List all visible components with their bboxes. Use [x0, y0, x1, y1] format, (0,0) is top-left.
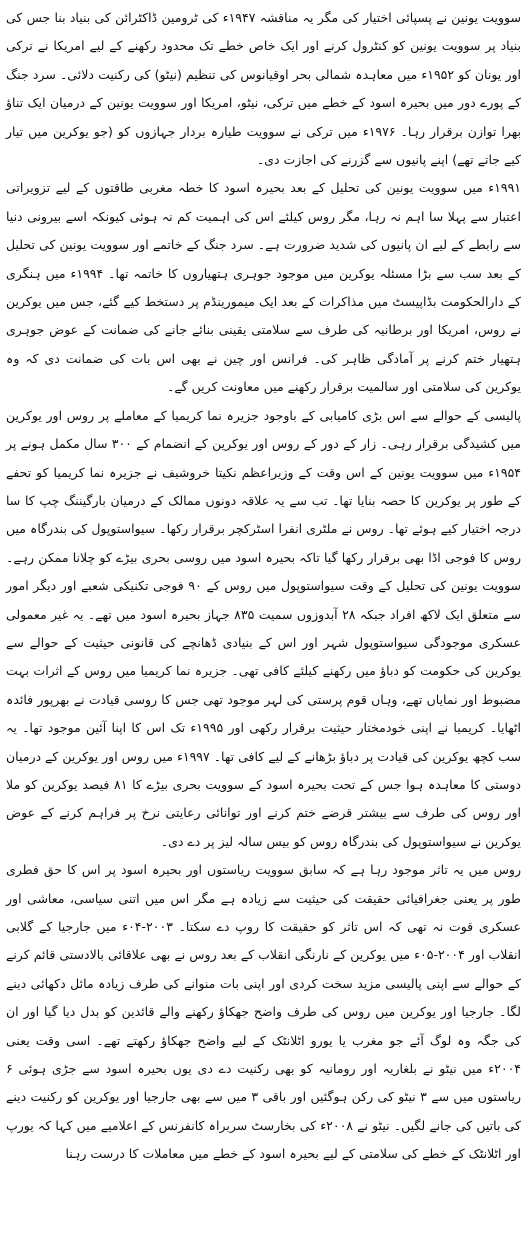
paragraph-russia-influence: روس میں یہ تاثر موجود رہا ہے کہ سابق سوویت ریاستوں اور بحیرہ اسود پر اس کا حق فطری طور پر یعنی جغرافیائی حقیقت کی حیثیت سے زیادہ ہے مگر اس میں اتنی سیاسی، معاشی اور عسکری قوت نہ تھی کہ اس تاثر کو حقیقت کا روپ دے سکتا۔ ۲۰۰۳-۰۴ء میں جارجیا کے گلابی انقلاب اور ۲۰۰۴-۰۵ء میں یوکرین کے نارنگی انقلاب کے بعد روس نے بھی علاقائی بالادستی قائم کرنے کے حوالے سے اپنی پالیسی مزید سخت کردی اور اپنی بات منوانے کی طرف زیادہ مائل دکھائی دینے لگا۔ جارجیا اور یوکرین میں روس کی طرف واضح جھکاؤ رکھنے والے قائدین کو بدل دیا گیا اور ان کی جگہ وہ لوگ آئے جو مغرب یا یورو اٹلانٹک کے لیے واضح جھکاؤ رکھتے تھے۔ اسی وقت یعنی ۲۰۰۴ء میں نیٹو نے بلغاریہ اور رومانیہ کو بھی رکنیت دے دی یوں بحیرہ اسود سے جڑی ہوئی ۶ ریاستوں میں سے ۳ نیٹو کی رکن ہوگئیں اور باقی ۳ میں سے بھی جارجیا اور یوکرین کو رکنیت دینے کی باتیں کی جانے لگیں۔ نیٹو نے ۲۰۰۸ء کی بخارسٹ سربراہ کانفرنس کے اعلامیے میں کہا کہ یورپ اور اٹلانٹک کے خطے کی سلامتی کے لیے بحیرہ اسود کے خطے میں معاملات کا درست رہنا	[6, 862, 522, 1162]
paragraph-crimea-sevastopol: پالیسی کے حوالے سے اس بڑی کامیابی کے باوجود جزیرہ نما کریمیا کے معاملے پر روس اور یوکرین میں کشیدگی برقرار رہی۔ زار کے دور کے روس اور یوکرین کے انضمام کے ۳۰۰ سال مکمل ہونے پر ۱۹۵۴ء میں سوویت یونین کے اس وقت کے وزیراعظم نکیتا خروشیف نے جزیرہ نما کریمیا کو تحفے کے طور پر یوکرین کا حصہ بنایا تھا۔ تب سے یہ علاقہ دونوں ممالک کے درمیان بارگیننگ چپ کا سا درجہ اختیار کیے ہوئے تھا۔ روس نے ملٹری انفرا اسٹرکچر برقرار رکھا۔ سیواستوپول کی بندرگاہ میں روس کا فوجی اڈا بھی برقرار رکھا گیا تاکہ بحیرہ اسود میں روسی بحری بیڑے کو چلانا ممکن رہے۔ سوویت یونین کی تحلیل کے وقت سیواستوپول میں روس کے ۹۰ فوجی تکنیکی شعبے اور دیگر امور سے متعلق ایک لاکھ افراد جبکہ ۲۸ آبدوزوں سمیت ۸۳۵ جہاز بحیرہ اسود میں تھے۔ یہ غیر معمولی عسکری موجودگی سیواستوپول شہر اور اس کے بنیادی ڈھانچے کی قانونی حیثیت کے حوالے سے یوکرین کی حکومت کو دباؤ میں رکھنے کیلئے کافی تھی۔ جزیرہ نما کریمیا میں روس کے اثرات بہت مضبوط اور نمایاں تھے، وہاں قوم پرستی کی لہر موجود تھی جس کا روسی قیادت نے بھرپور فائدہ اٹھایا۔ کریمیا نے اپنی خودمختار حیثیت برقرار رکھی اور ۱۹۹۵ء تک اس کا اپنا آئین موجود تھا۔ یہ سب کچھ یوکرین کی قیادت پر دباؤ بڑھانے کے لیے کافی تھا۔ ۱۹۹۷ء میں روس اور یوکرین کے درمیان دوستی کا معاہدہ ہوا جس کے تحت بحیرہ اسود کے سوویت بحری بیڑے کا ۸۱ فیصد یوکرین کو ملا اور روس کی طرف سے بیشتر قرضے ختم کرنے اور توانائی رعایتی نرخ پر فراہم کرنے کے عوض یوکرین نے سیواستوپول کی بندرگاہ روس کو بیس سالہ لیز پر دے دی۔	[6, 407, 522, 849]
paragraph-post-soviet-ukraine: ۱۹۹۱ء میں سوویت یونین کی تحلیل کے بعد بحیرہ اسود کا خطہ مغربی طاقتوں کے لیے تزویراتی اعتبار سے پہلا سا اہم نہ رہا، مگر روس کیلئے اس کی اہمیت کم نہ ہوئی کیونکہ اسے بیرونی دنیا سے رابطے کے لیے ان پانیوں کی شدید ضرورت ہے۔ سرد جنگ کے خاتمے اور سوویت یونین کی تحلیل کے بعد سب سے بڑا مسئلہ یوکرین میں موجود جوہری ہتھیاروں کا خاتمہ تھا۔ ۱۹۹۴ء میں ہنگری کے دارالحکومت بڈاپیسٹ میں مذاکرات کے بعد ایک میمورینڈم پر دستخط کیے گئے، جس میں یوکرین نے روس، امریکا اور برطانیہ کی طرف سے سلامتی یقینی بنائے جانے کی ضمانت کے عوض جوہری ہتھیار ختم کرنے پر آمادگی ظاہر کی۔ فرانس اور چین نے بھی اس بات کی ضمانت دی کہ وہ یوکرین کی سلامتی اور سالمیت برقرار رکھنے میں معاونت کریں گے۔	[6, 180, 521, 395]
paragraph-turkey-nato: سوویت یونین نے پسپائی اختیار کی مگر یہ مناقشہ ۱۹۴۷ء کی ٹرومین ڈاکٹرائن کی بنیاد بنا جس کی بنیاد پر سوویت یونین کو کنٹرول کرنے اور ایک خاص خطے تک محدود رکھنے کے لیے امریکا نے ترکی اور یونان کو ۱۹۵۲ء میں معاہدہ شمالی بحر اوقیانوس کی تنظیم (نیٹو) کی رکنیت دلائی۔ سرد جنگ کے پورے دور میں بحیرہ اسود کے خطے میں ترکی، نیٹو، امریکا اور سوویت یونین کے درمیان ایک تناؤ بھرا توازن برقرار رہا۔ ۱۹۷۶ء میں ترکی نے سوویت طیارہ بردار جہازوں کو (جو یوکرین میں تیار کیے جاتے تھے) اپنے پانیوں سے گزرنے کی اجازت دی۔	[6, 10, 521, 168]
